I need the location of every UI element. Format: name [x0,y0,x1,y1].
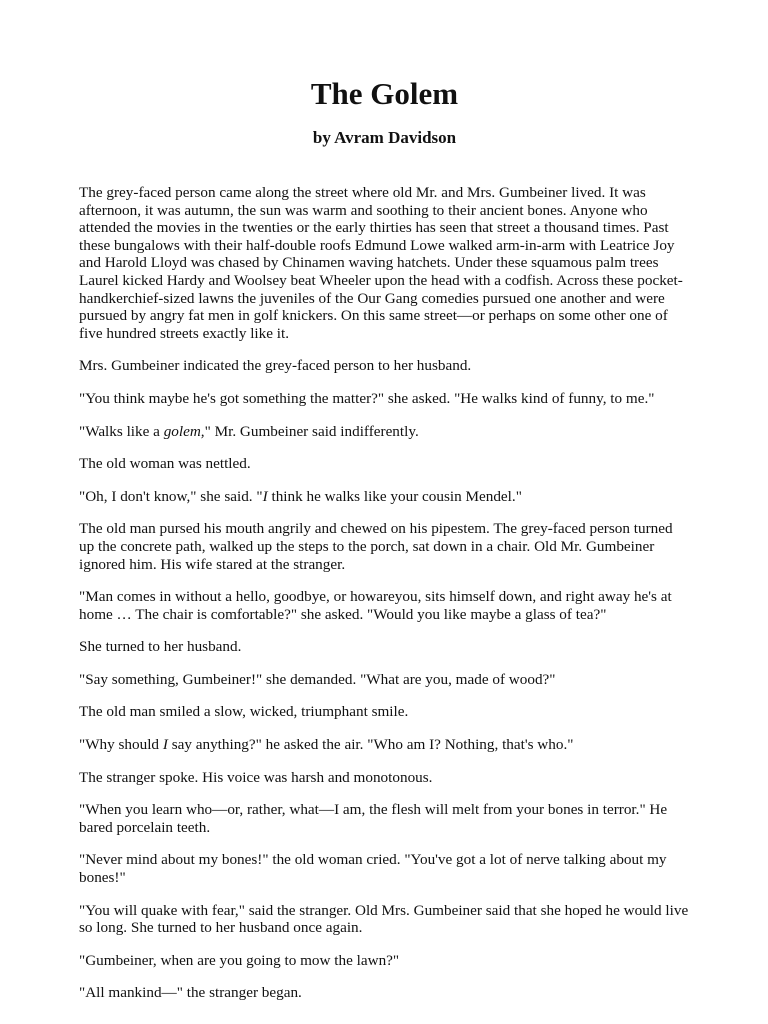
italic-word: I [262,487,268,505]
italic-word: golem, [163,422,205,440]
paragraph: She turned to her husband. [79,638,242,656]
paragraph: The old woman was nettled. [79,455,251,473]
paragraph: "You think maybe he's got something the matter?" she asked. "He walks kind of funny, to me." [79,389,655,407]
paragraph: "Gumbeiner, when are you going to mow the lawn?" [79,951,400,969]
paragraph: The grey-faced person came along the street where old Mr. and Mrs. Gumbeiner lived. It was afternoon, it was autumn, the sun was warm and soothing to their ancient bones. Anyone who attended the movies in the twenties or the early thirties has seen that street a thousand times. Past these bungalows with their half-double roofs Edmund Lowe walked arm-in-arm with Leatrice Joy and Harold Lloyd was chased by Chinamen waving hatchets. Under these squamous palm trees Laurel kicked Hardy and Woolsey beat Wheeler upon the head with a codfish. Across these pocket-handkerchief-sized lawns the juveniles of the Our Gang comedies pursued one another and were pursued by angry fat men in golf knickers. On this same street—or perhaps on some other one of five hundred streets exactly like it. [79,184,683,342]
paragraph: The old man pursed his mouth angrily and chewed on his pipestem. The grey-faced person turned up the concrete path, walked up the steps to the porch, sat down in a chair. Old Mr. Gumbeiner ignored him. His wife stared at the stranger. [79,520,673,573]
text-run: "Oh, I don't know," she said. " [79,487,263,505]
page-title: The Golem [310,76,459,111]
italic-word: I [162,736,168,754]
author-byline: by Avram Davidson [312,128,457,147]
paragraph: "You will quake with fear," said the stranger. Old Mrs. Gumbeiner said that she hoped he would live so long. She turned to her husband once again. [79,901,689,937]
paragraph: "When you learn who—or, rather, what—I am, the flesh will melt from your bones in terror." He bared porcelain teeth. [79,801,668,836]
paragraph: The old man smiled a slow, wicked, triumphant smile. [79,703,409,721]
text-run: say anything?" he asked the air. "Who am I? Nothing, that's who." [167,736,574,754]
paragraph: "All mankind—" the stranger began. [79,984,302,1002]
text-run: think he walks like your cousin Mendel." [267,487,522,505]
paragraph: The stranger spoke. His voice was harsh and monotonous. [79,768,433,786]
paragraph [79,736,690,754]
paragraph [79,488,690,506]
text-run: "Walks like a [79,422,164,440]
paragraph [79,423,690,441]
text-run: "Why should [79,736,163,754]
paragraph: "Say something, Gumbeiner!" she demanded. "What are you, made of wood?" [79,670,556,688]
text-run: " Mr. Gumbeiner said indifferently. [204,422,419,440]
story-body [79,184,690,1002]
paragraph: Mrs. Gumbeiner indicated the grey-faced person to her husband. [79,357,472,375]
paragraph: "Never mind about my bones!" the old woman cried. "You've got a lot of nerve talking about my bones!" [79,851,667,887]
paragraph: "Man comes in without a hello, goodbye, or howareyou, sits himself down, and right away he's at home … The chair is comfortable?" she asked. "Would you like maybe a glass of tea?" [79,588,672,623]
